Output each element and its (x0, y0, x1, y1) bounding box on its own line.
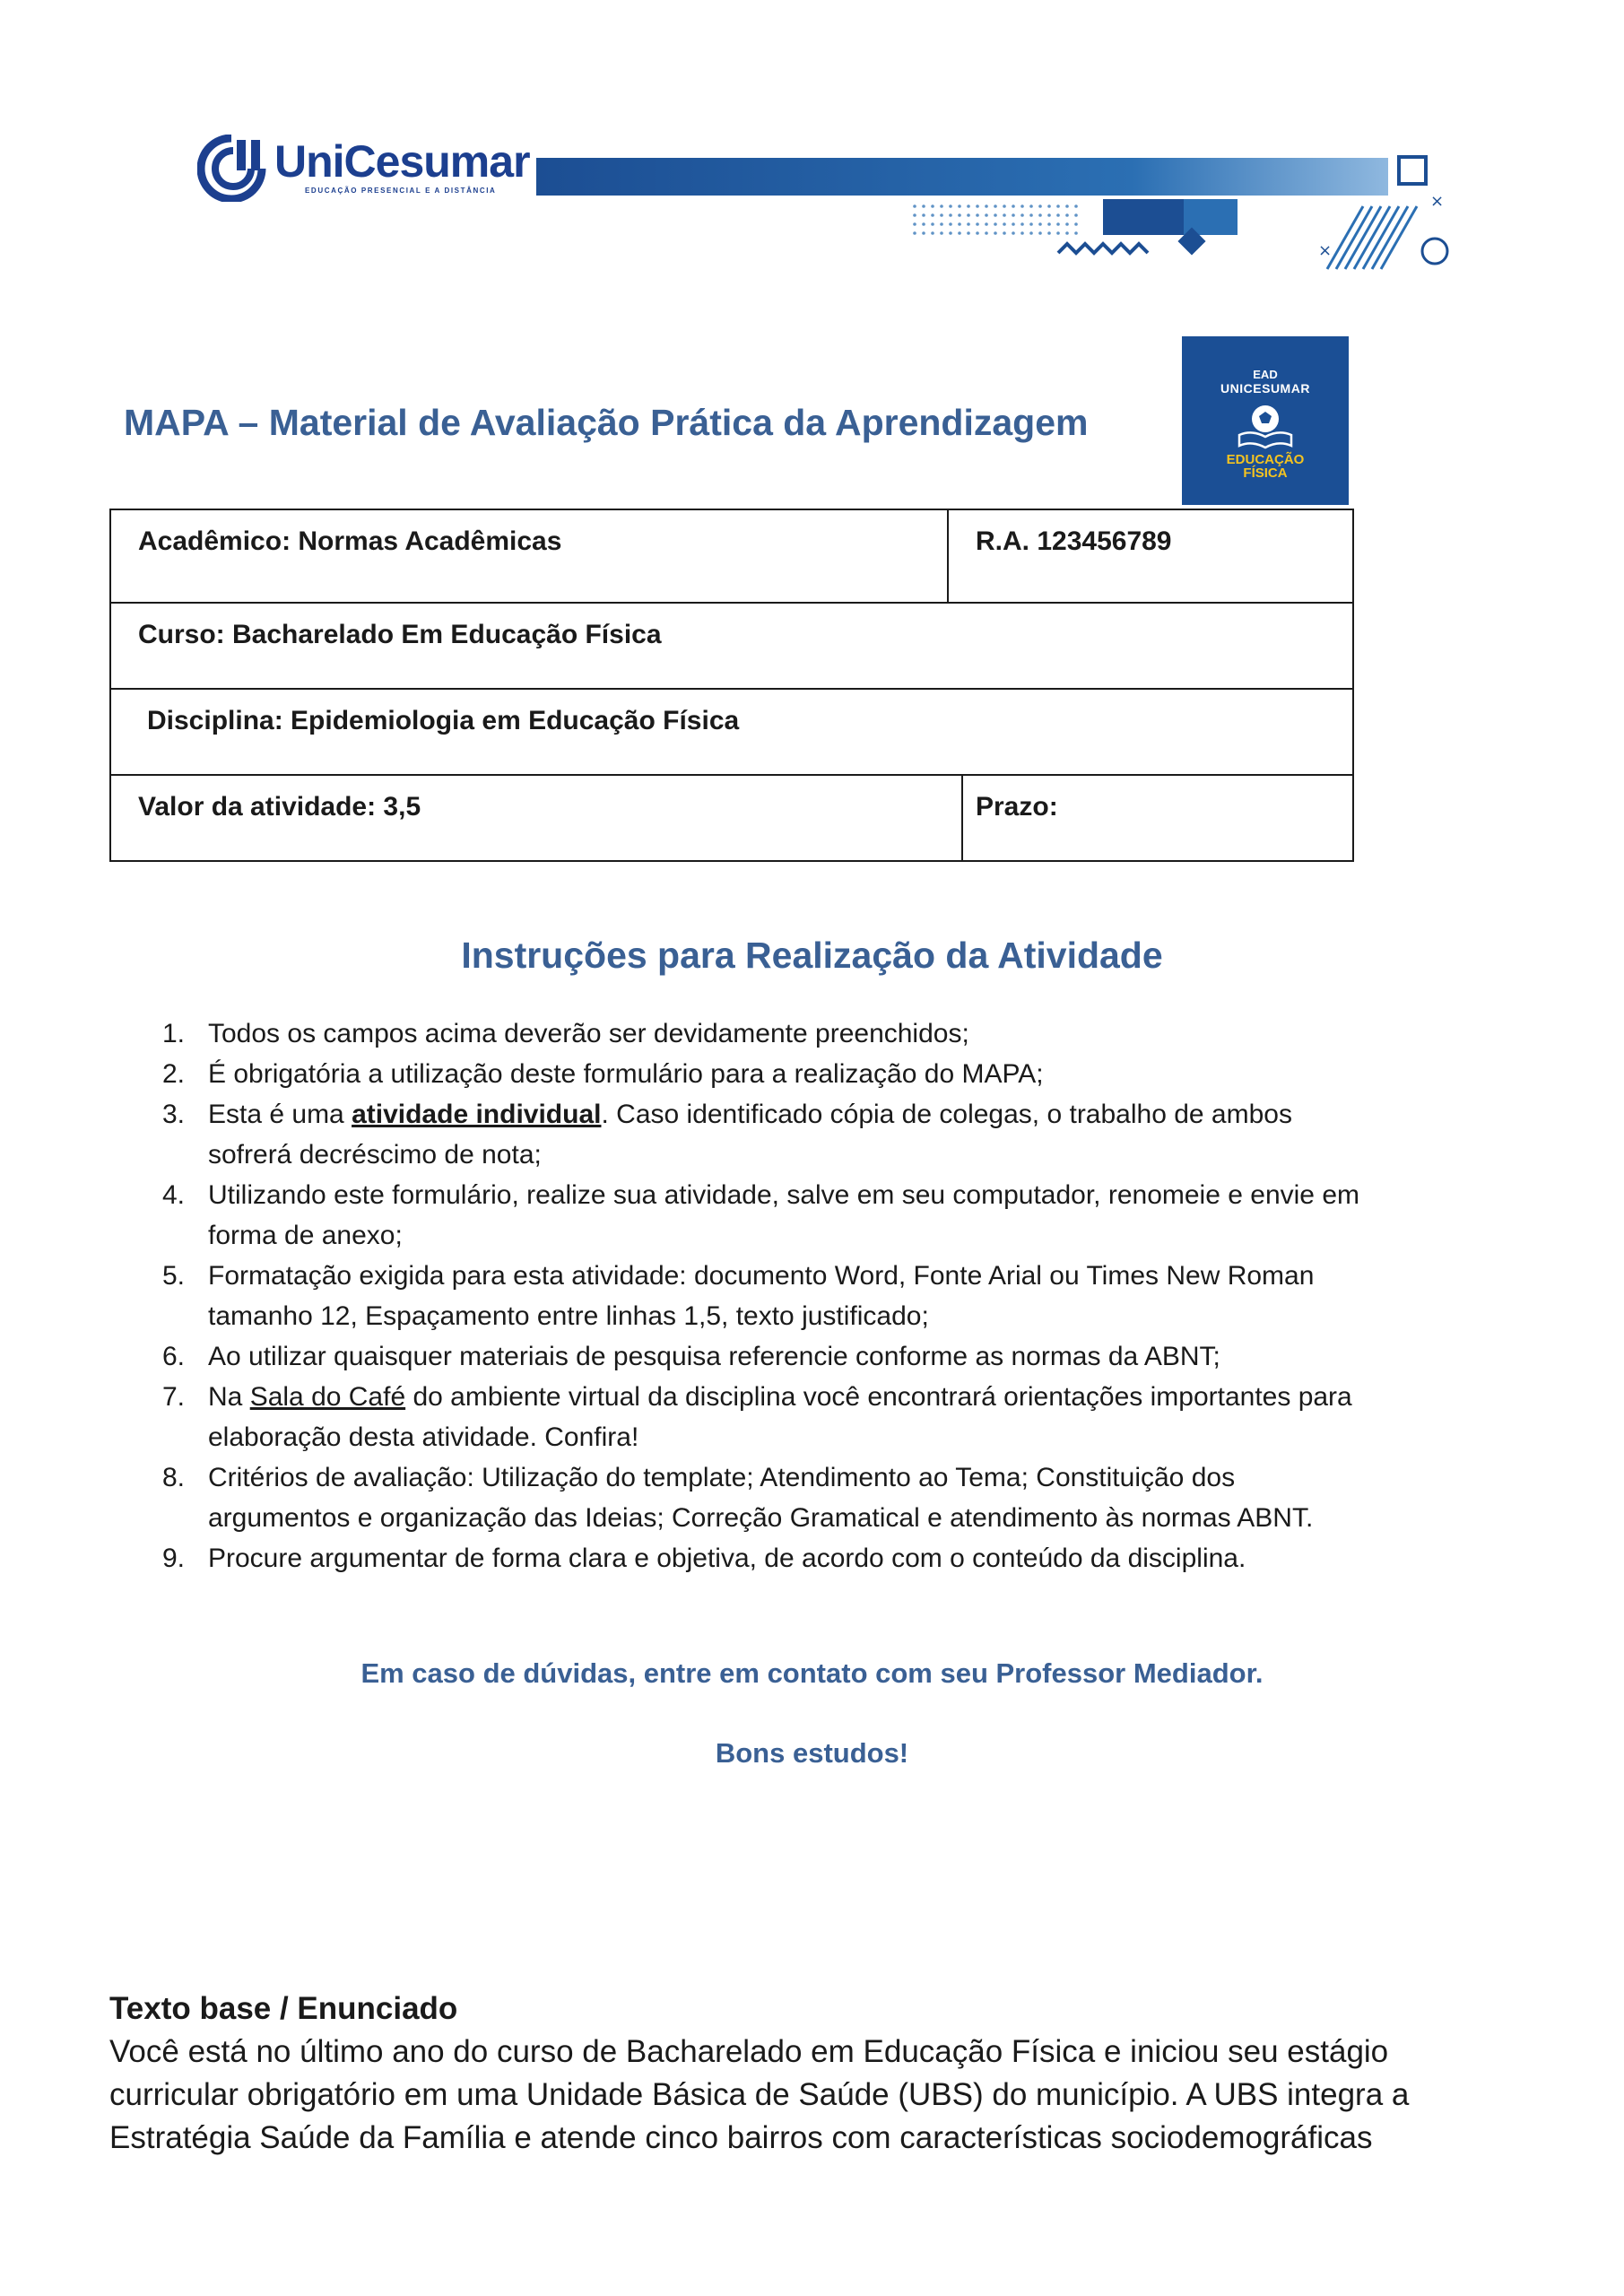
item-number: 7. (161, 1382, 185, 1412)
item-text-continued: forma de anexo; (208, 1221, 403, 1250)
item-number: 5. (161, 1261, 185, 1291)
unicesumar-logo-icon (197, 135, 269, 202)
item-number: 8. (161, 1463, 185, 1492)
item-text: Utilizando este formulário, realize sua atividade, salve em seu computador, renomeie e envie em (208, 1180, 1359, 1210)
info-row-student (111, 510, 1352, 604)
curso-field: Curso: Bacharelado Em Educação Física (138, 620, 662, 649)
document-title: MAPA – Material de Avaliação Prática da Aprendizagem (124, 402, 1089, 443)
soccer-ball-book-icon (1234, 399, 1297, 451)
closing-note: Bons estudos! (715, 1737, 909, 1769)
ead-educacao-fisica-badge (1182, 336, 1349, 505)
item-text-continued: tamanho 12, Espaçamento entre linhas 1,5, texto justificado; (208, 1301, 929, 1331)
base-text-heading: Texto base / Enunciado (109, 1991, 458, 2026)
badge-line-2: UNICESUMAR (1220, 381, 1310, 396)
item-text (208, 1094, 1292, 1135)
item-text: Formatação exigida para esta atividade: documento Word, Fonte Arial ou Times New Roman (208, 1261, 1315, 1291)
ra-field: R.A. 123456789 (976, 526, 1172, 556)
student-info-table (109, 509, 1354, 862)
item-text-continued: sofrerá decréscimo de nota; (208, 1140, 542, 1170)
item-text-start: Esta é uma (208, 1100, 352, 1129)
item-number: 3. (161, 1100, 185, 1129)
item-text: Procure argumentar de forma clara e objetiva, de acordo com o conteúdo da disciplina. (208, 1544, 1246, 1573)
item-text (208, 1377, 1352, 1417)
badge-line-4: FÍSICA (1243, 465, 1288, 481)
item-text-start: Na (208, 1382, 250, 1412)
item-text: É obrigatória a utilização deste formulário para a realização do MAPA; (208, 1059, 1044, 1089)
badge-line-3: EDUCAÇÃO (1226, 452, 1305, 467)
emphasis-individual: atividade individual (352, 1100, 602, 1129)
item-text-continued: elaboração desta atividade. Confira! (208, 1422, 639, 1452)
info-row-curso (111, 604, 1352, 690)
base-text-line: Estratégia Saúde da Família e atende cinco bairros com características sociodemográficas (109, 2120, 1373, 2155)
item-number: 2. (161, 1059, 185, 1089)
instructions-title: Instruções para Realização da Atividade (461, 935, 1163, 976)
item-text-end: do ambiente virtual da disciplina você encontrará orientações importantes para (405, 1382, 1352, 1412)
item-number: 6. (161, 1342, 185, 1371)
badge-line-1: EAD (1253, 368, 1278, 381)
item-text-end: . Caso identificado cópia de colegas, o trabalho de ambos (601, 1100, 1292, 1129)
base-text-line: curricular obrigatório em uma Unidade Básica de Saúde (UBS) do município. A UBS integra a (109, 2077, 1410, 2112)
svg-text:×: × (1430, 192, 1445, 211)
brand-tagline: EDUCAÇÃO PRESENCIAL E A DISTÂNCIA (305, 187, 497, 195)
info-row-valor (111, 776, 1352, 860)
info-row-disciplina (111, 690, 1352, 776)
item-number: 9. (161, 1544, 185, 1573)
item-number: 1. (161, 1019, 185, 1048)
sala-do-cafe-link[interactable]: Sala do Café (249, 1382, 406, 1412)
prazo-field: Prazo: (976, 792, 1058, 822)
valor-field: Valor da atividade: 3,5 (111, 776, 963, 860)
contact-note: Em caso de dúvidas, entre em contato com seu Professor Mediador. (360, 1657, 1264, 1689)
base-text-line: Você está no último ano do curso de Bacharelado em Educação Física e iniciou seu estágio (109, 2034, 1389, 2069)
unicesumar-logo (197, 135, 538, 202)
item-text: Todos os campos acima deverão ser devidamente preenchidos; (208, 1019, 969, 1048)
svg-text:×: × (1318, 241, 1333, 260)
academico-field: Acadêmico: Normas Acadêmicas (111, 510, 949, 602)
header-decoration (897, 152, 1453, 278)
item-text: Ao utilizar quaisquer materiais de pesquisa referencie conforme as normas da ABNT; (208, 1342, 1220, 1371)
disciplina-field: Disciplina: Epidemiologia em Educação Física (147, 706, 740, 735)
brand-name: UniCesumar (274, 136, 530, 187)
item-text-continued: argumentos e organização das Ideias; Correção Gramatical e atendimento às normas ABNT. (208, 1503, 1314, 1533)
item-number: 4. (161, 1180, 185, 1210)
item-text: Critérios de avaliação: Utilização do template; Atendimento ao Tema; Constituição dos (208, 1463, 1236, 1492)
